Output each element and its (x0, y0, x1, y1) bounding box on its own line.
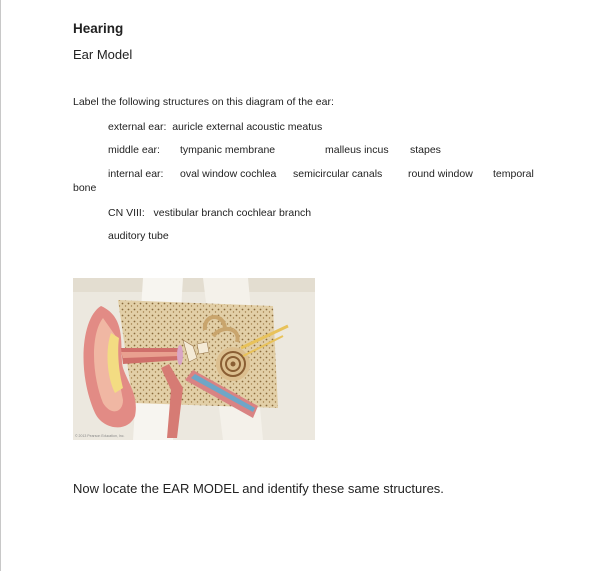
external-ear-row (108, 121, 322, 133)
middle-ear-label: middle ear: (108, 144, 160, 156)
footer-instruction: Now locate the EAR MODEL and identify these same structures. (73, 481, 444, 496)
ear-diagram (73, 278, 315, 440)
internal-ear-item-bone: bone (73, 182, 97, 194)
middle-ear-item-stapes: stapes (410, 144, 441, 156)
auditory-tube-item: auditory tube (108, 230, 169, 242)
middle-ear-item-tympanic: tympanic membrane (180, 144, 276, 156)
ear-illustration (73, 278, 315, 440)
internal-ear-label: internal ear: (108, 168, 164, 180)
external-ear-label: external ear: (108, 121, 167, 133)
cn8-items: vestibular branch cochlear branch (153, 207, 312, 219)
cn8-row (108, 207, 311, 219)
figure-credit: © 2013 Pearson Education, Inc. (75, 434, 125, 438)
middle-ear-item-ossicles: malleus incus (325, 144, 389, 156)
internal-ear-item-temporal: temporal (493, 168, 534, 180)
page-left-border (0, 0, 1, 571)
cn8-label: CN VIII: (108, 207, 145, 219)
external-ear-items: auricle external acoustic meatus (172, 121, 323, 133)
internal-ear-item-canals: semicircular canals (293, 168, 383, 180)
internal-ear-item-oval: oval window cochlea (180, 168, 277, 180)
page-title: Hearing (73, 21, 124, 36)
internal-ear-item-round: round window (408, 168, 473, 180)
instruction-text: Label the following structures on this diagram of the ear: (73, 96, 334, 108)
page-subtitle: Ear Model (73, 47, 133, 62)
